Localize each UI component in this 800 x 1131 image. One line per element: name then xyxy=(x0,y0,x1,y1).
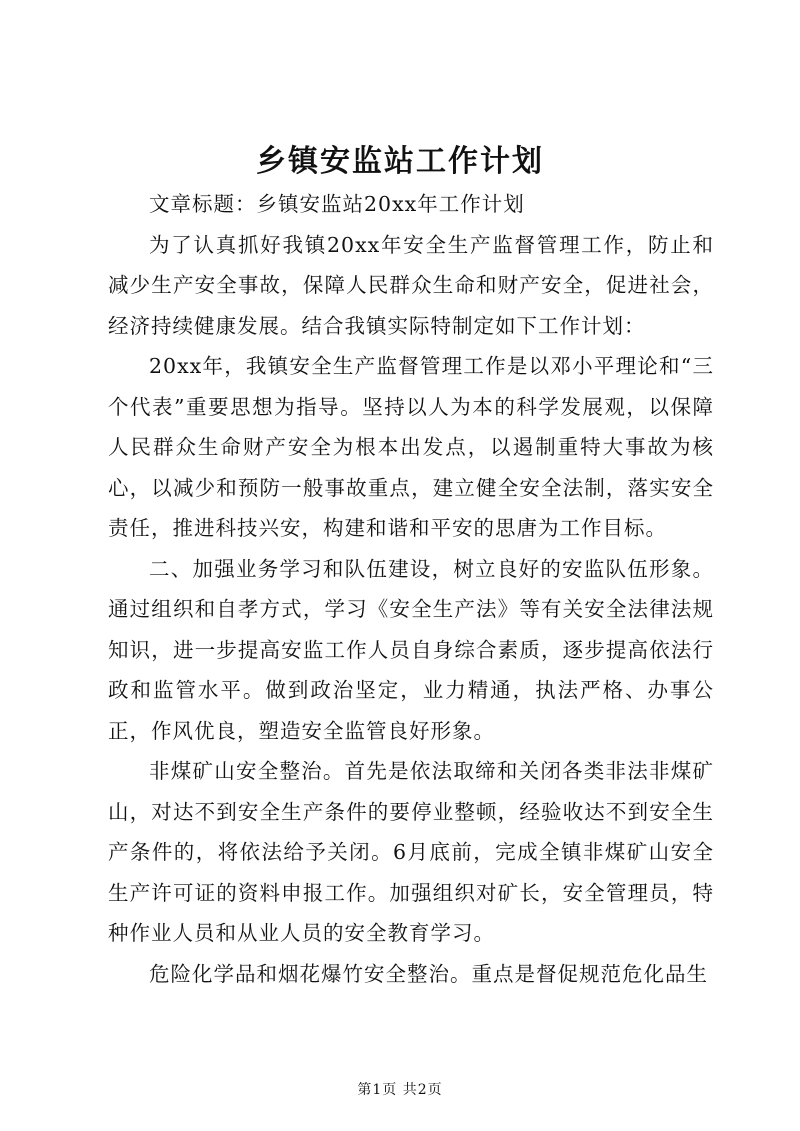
paragraph-intro: 为了认真抓好我镇20xx年安全生产监督管理工作，防止和减少生产安全事故，保障人民群众生命和财产安全，促进社会，经济持续健康发展。结合我镇实际特制定如下工作计划： xyxy=(108,232,714,338)
paragraph-article-title: 文章标题：乡镇安监站20xx年工作计划 xyxy=(149,192,525,216)
page-footer: 第1页 共2页 xyxy=(357,1082,443,1098)
paragraph-non-coal-mines: 非煤矿山安全整治。首先是依法取缔和关闭各类非法非煤矿山，对达不到安全生产条件的要停业整顿，经验收达不到安全生产条件的，将依法给予关闭。6月底前，完成全镇非煤矿山安全生产许可证的资料申报工作。加强组织对矿长，安全管理员，特种作业人员和从业人员的安全教育学习。 xyxy=(108,759,714,945)
page-title: 乡镇安监站工作计划 xyxy=(256,144,544,179)
paragraph-hazardous-chemicals: 危险化学品和烟花爆竹安全整治。重点是督促规范危化品生 xyxy=(149,961,708,986)
document-body xyxy=(108,184,714,994)
paragraph-team-building: 二、加强业务学习和队伍建设，树立良好的安监队伍形象。通过组织和自孝方式，学习《安全生产法》等有关安全法律法规知识，进一步提高安监工作人员自身综合素质，逐步提高依法行政和监管水平。做到政治坚定，业力精通，执法严格、办事公正，作风优良，塑造安全监管良好形象。 xyxy=(108,556,714,743)
paragraph-guiding-principle: 20xx年，我镇安全生产监督管理工作是以邓小平理论和“三个代表”重要思想为指导。坚持以人为本的科学发展观，以保障人民群众生命财产安全为根本出发点，以遏制重特大事故为核心，以减少和预防一般事故重点，建立健全安全法制，落实安全责任，推进科技兴安，构建和谐和平安的思唐为工作目标。 xyxy=(108,354,714,540)
